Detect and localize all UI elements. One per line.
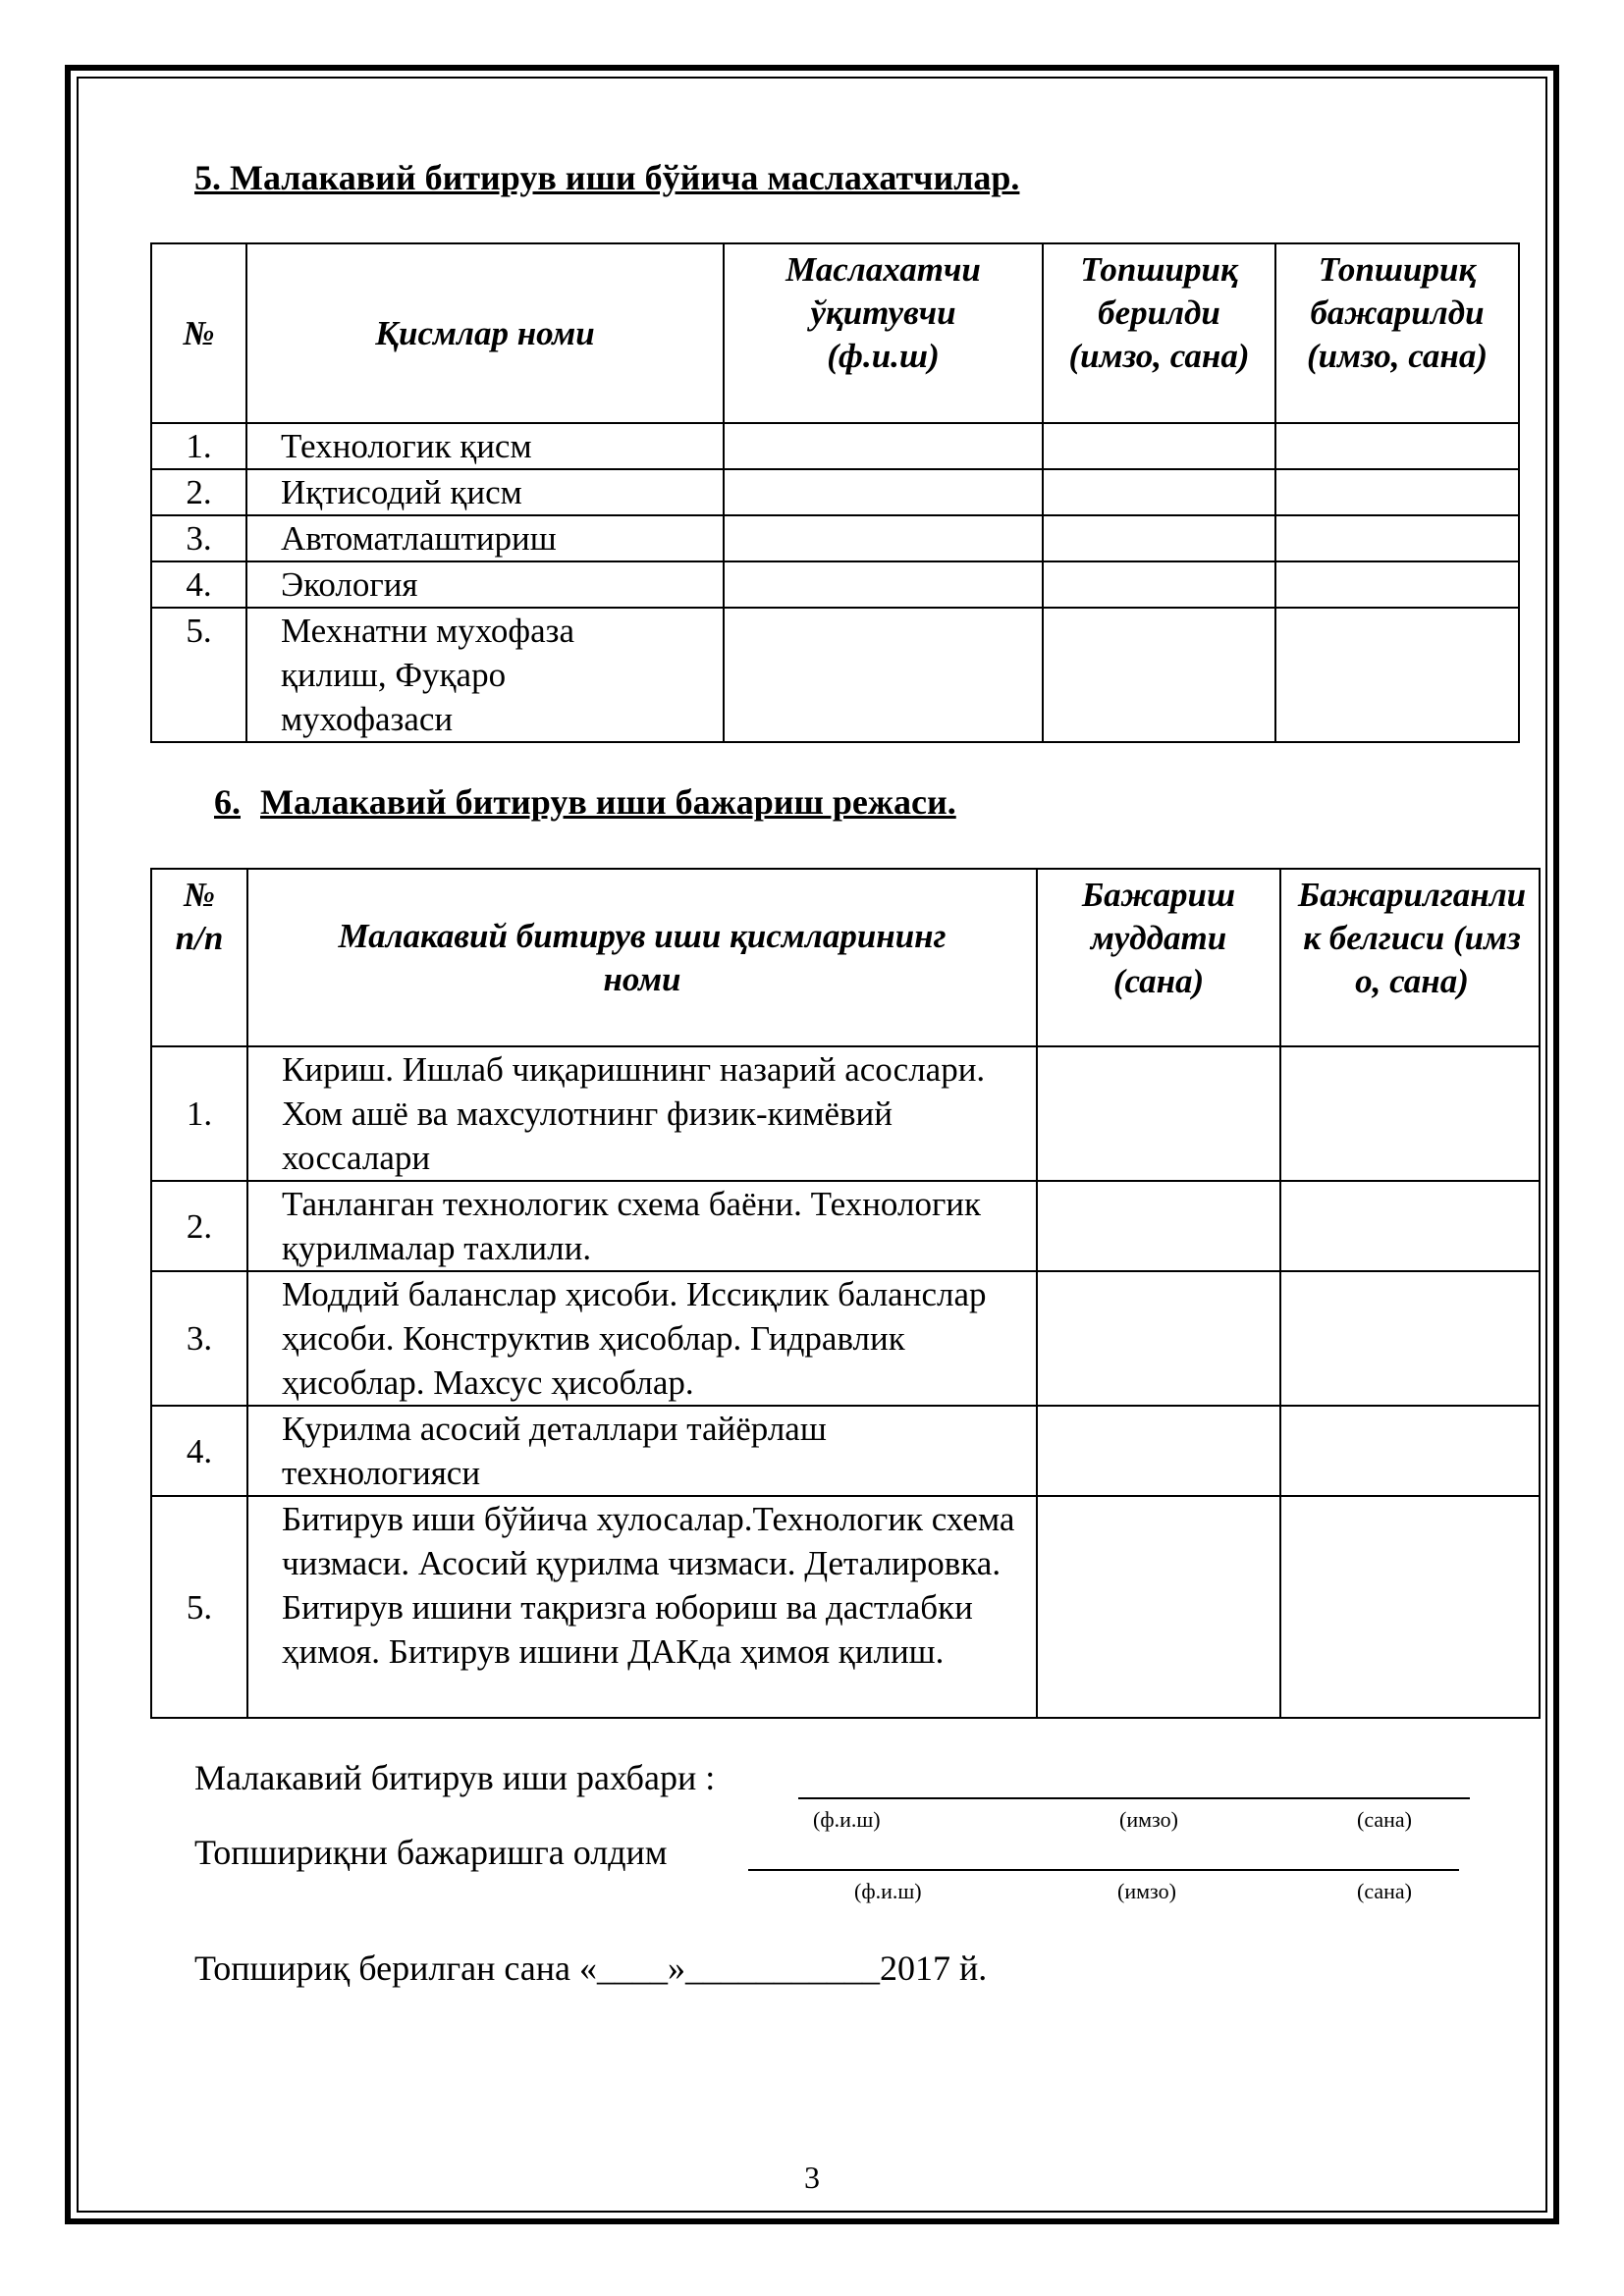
caption-date: (сана)	[1357, 1879, 1412, 1903]
advisor-cell	[724, 515, 1043, 561]
done-cell	[1275, 515, 1519, 561]
deadline-cell	[1037, 1271, 1280, 1406]
header-task-done: Топшириқ бажарилди (имзо, сана)	[1275, 243, 1519, 423]
row-num: 4.	[151, 561, 246, 608]
section6-title-text: Малакавий битирув иши бажариш режаси.	[260, 782, 956, 822]
row-name: Экология	[246, 561, 724, 608]
row-name: Иқтисодий қисм	[246, 469, 724, 515]
done-cell	[1275, 469, 1519, 515]
advisor-cell	[724, 469, 1043, 515]
row-num: 2.	[151, 469, 246, 515]
advisor-cell	[724, 608, 1043, 742]
row-name: Кириш. Ишлаб чиқаришнинг назарий асослари. Хом ашё ва махсулотнинг физик-кимёвий хоссалари	[247, 1046, 1037, 1181]
caption-date: (сана)	[1357, 1807, 1412, 1832]
header-num: № п/п	[151, 869, 247, 1046]
row-num: 5.	[151, 1496, 247, 1718]
page-number: 3	[804, 2160, 820, 2195]
table-row	[151, 469, 1519, 515]
deadline-cell	[1037, 1181, 1280, 1271]
header-task-given: Топшириқ берилди (имзо, сана)	[1043, 243, 1275, 423]
table-row	[151, 1406, 1540, 1496]
row-num: 1.	[151, 1046, 247, 1181]
caption-sign: (имзо)	[1117, 1879, 1176, 1903]
accepted-label: Топшириқни бажаришга олдим	[194, 1833, 668, 1872]
given-cell	[1043, 608, 1275, 742]
completion-cell	[1280, 1496, 1540, 1718]
given-cell	[1043, 469, 1275, 515]
row-name: Мехнатни мухофаза қилиш, Фуқаро мухофазаси	[246, 608, 724, 742]
done-cell	[1275, 561, 1519, 608]
caption-sign: (имзо)	[1119, 1807, 1178, 1832]
row-num: 3.	[151, 1271, 247, 1406]
table-row	[151, 515, 1519, 561]
deadline-cell	[1037, 1496, 1280, 1718]
deadline-cell	[1037, 1406, 1280, 1496]
table-row	[151, 1046, 1540, 1181]
done-cell	[1275, 423, 1519, 469]
completion-cell	[1280, 1406, 1540, 1496]
header-completion-mark: Бажарилганлик белгиси (имзо, сана)	[1280, 869, 1540, 1046]
issued-date: Топшириқ берилган сана «____»___________2017 й.	[194, 1949, 988, 1988]
header-part-name: Малакавий битирув иши қисмларининг номи	[247, 869, 1037, 1046]
done-cell	[1275, 608, 1519, 742]
table-row	[151, 1181, 1540, 1271]
section6-title	[214, 781, 956, 823]
supervisor-label: Малакавий битирув иши рахбари :	[194, 1758, 716, 1797]
supervisor-signature-line	[798, 1797, 1470, 1799]
table-row	[151, 1496, 1540, 1718]
advisor-cell	[724, 423, 1043, 469]
row-name: Битирув иши бўйича хулосалар.Технологик схема чизмаси. Асосий қурилма чизмаси. Деталировка. Битирув ишини тақризга юбориш ва дастлабки ҳимоя. Битирув ишини ДАКда ҳимоя қилиш.	[247, 1496, 1037, 1718]
row-num: 4.	[151, 1406, 247, 1496]
completion-cell	[1280, 1046, 1540, 1181]
row-name: Қурилма асосий деталлари тайёрлаш технологияси	[247, 1406, 1037, 1496]
row-num: 3.	[151, 515, 246, 561]
table-row	[151, 1271, 1540, 1406]
plan-table	[150, 868, 1541, 1719]
header-deadline: Бажариш муддати (сана)	[1037, 869, 1280, 1046]
deadline-cell	[1037, 1046, 1280, 1181]
advisors-table	[150, 242, 1520, 743]
given-cell	[1043, 423, 1275, 469]
section6-number: 6.	[214, 782, 241, 822]
section5-title: 5. Малакавий битирув иши бўйича маслахатчилар.	[194, 158, 1020, 197]
header-part-name: Қисмлар номи	[246, 243, 724, 423]
given-cell	[1043, 561, 1275, 608]
table-row	[151, 423, 1519, 469]
plan-table-header	[151, 869, 1540, 1046]
table-row	[151, 608, 1519, 742]
caption-fio: (ф.и.ш)	[854, 1879, 922, 1903]
advisors-table-header	[151, 243, 1519, 423]
row-num: 2.	[151, 1181, 247, 1271]
accepted-signature-line	[748, 1869, 1459, 1871]
advisor-cell	[724, 561, 1043, 608]
completion-cell	[1280, 1181, 1540, 1271]
given-cell	[1043, 515, 1275, 561]
row-name: Автоматлаштириш	[246, 515, 724, 561]
table-row	[151, 561, 1519, 608]
row-num: 1.	[151, 423, 246, 469]
header-advisor: Маслахатчи ўқитувчи (ф.и.ш)	[724, 243, 1043, 423]
header-num: №	[151, 243, 246, 423]
row-name: Моддий баланслар ҳисоби. Иссиқлик баланслар ҳисоби. Конструктив ҳисоблар. Гидравлик ҳисоблар. Махсус ҳисоблар.	[247, 1271, 1037, 1406]
caption-fio: (ф.и.ш)	[813, 1807, 881, 1832]
row-name: Технологик қисм	[246, 423, 724, 469]
completion-cell	[1280, 1271, 1540, 1406]
row-name: Танланган технологик схема баёни. Технологик қурилмалар тахлили.	[247, 1181, 1037, 1271]
row-num: 5.	[151, 608, 246, 742]
